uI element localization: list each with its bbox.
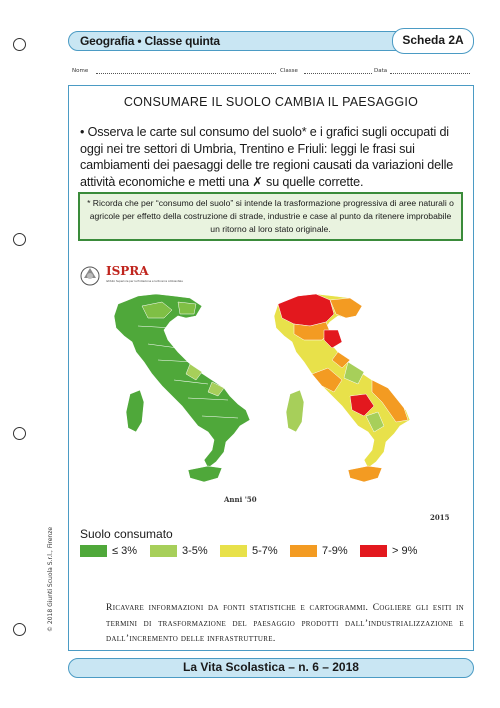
instruction-text: • Osserva le carte sul consumo del suolo* e i grafici sugli occupati di oggi nei tre settori di Umbria, Trentino e Friuli: leggi le frasi sui cambiamenti dei paesaggi delle tre regioni causati da variazioni delle attività economiche e metti una ✗ su quelle corrette. (80, 125, 454, 189)
binder-hole (13, 623, 26, 636)
legend-label: 7-9% (322, 545, 348, 557)
class-label: Classe (280, 68, 298, 74)
legend-swatch (150, 545, 177, 557)
date-label: Data (374, 68, 388, 74)
legend-swatch (360, 545, 387, 557)
copyright-credit: © 2018 Giunti Scuola S.r.l., Firenze (47, 526, 54, 632)
learning-objective-text: Ricavare informazioni da fonti statistiche e cartogrammi. Cogliere gli esiti in termini di trasformazione del paesaggio prodotti dall’industrializzazione e dall’incremento delle infrastrutture. (106, 602, 464, 644)
footer-bar: La Vita Scolastica – n. 6 – 2018 (68, 658, 474, 678)
legend-label: ≤ 3% (112, 545, 137, 557)
legend-swatch (220, 545, 247, 557)
binder-hole (13, 233, 26, 246)
class-field[interactable] (304, 73, 372, 74)
legend-title: Suolo consumato (80, 527, 173, 541)
ispra-logo (81, 267, 99, 285)
name-field[interactable] (96, 73, 276, 74)
legend-label: 5-7% (252, 545, 278, 557)
italy-maps-figure (78, 256, 458, 524)
subject-title: Geografia • Classe quinta (80, 34, 220, 48)
ispra-subtitle: Istituto Superiore per la Protezione e la Ricerca Ambientale (106, 280, 183, 283)
ispra-name: ISPRA (106, 264, 149, 278)
legend-swatch (80, 545, 107, 557)
italy-map-1950 (114, 294, 250, 482)
legend-label: 3-5% (182, 545, 208, 557)
page-title: CONSUMARE IL SUOLO CAMBIA IL PAESAGGIO (123, 95, 419, 109)
legend-swatch (290, 545, 317, 557)
date-field[interactable] (390, 73, 470, 74)
maps-area (78, 256, 458, 528)
map-label-2015: 2015 (430, 513, 450, 522)
legend-label: > 9% (392, 545, 418, 557)
learning-objective (106, 600, 464, 647)
italy-map-2015 (274, 294, 410, 482)
binder-hole (13, 38, 26, 51)
sheet-badge: Scheda 2A (392, 28, 474, 54)
map-label-1950: Anni '50 (224, 495, 257, 504)
binder-hole (13, 427, 26, 440)
definition-note: * Ricorda che per “consumo del suolo” si intende la trasformazione progressiva di aree naturali o agricole per effetto della costruzione di strade, industrie e case al punto da ritenere improbabile un ritorno al loro stato originale. (78, 192, 463, 241)
name-label: Nome (72, 68, 89, 74)
